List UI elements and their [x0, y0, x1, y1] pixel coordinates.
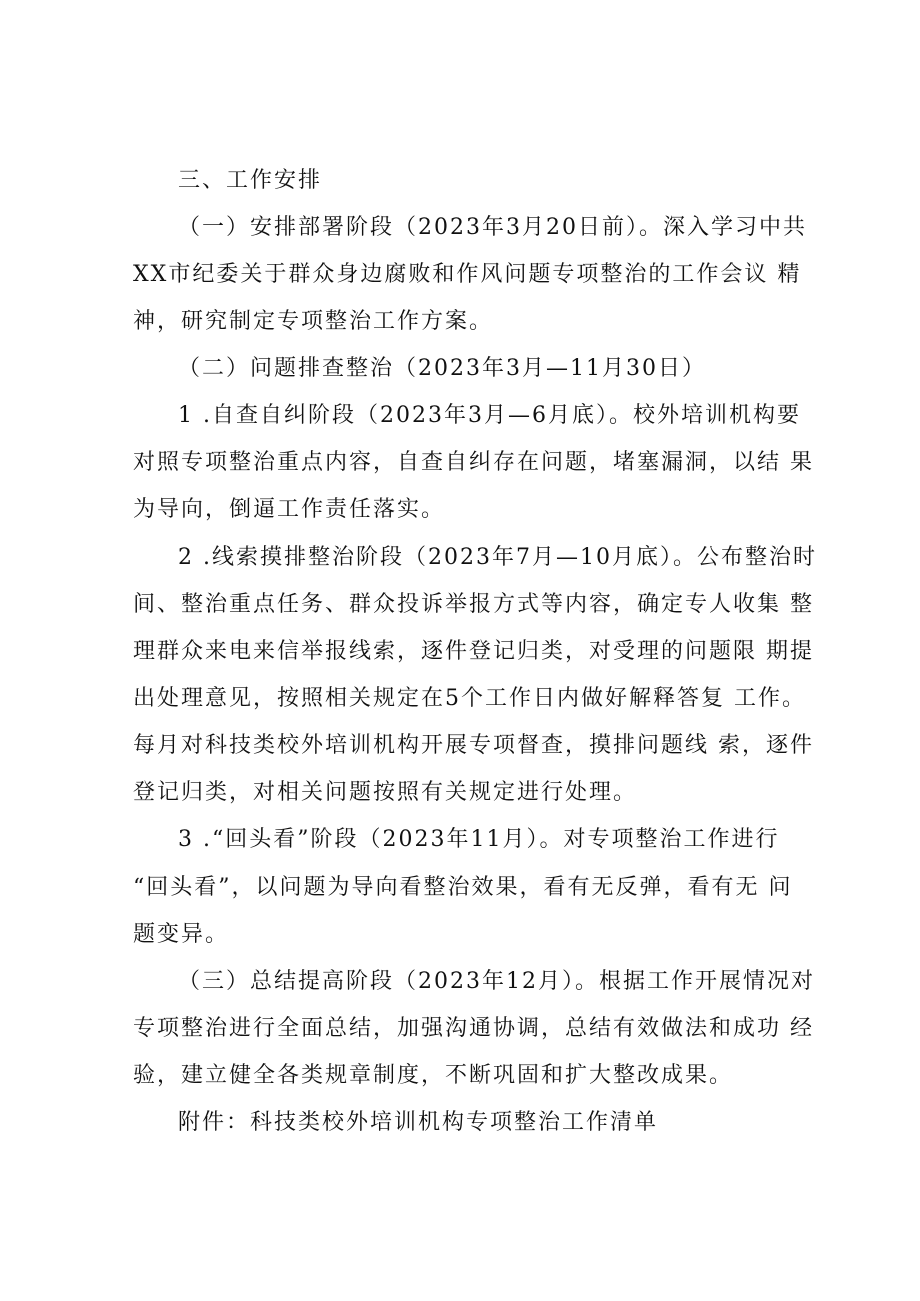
paragraph-line: （三）总结提高阶段（2023年12月）。根据工作开展情况对	[178, 969, 815, 994]
paragraph-line: 为导向，倒逼工作责任落实。	[133, 497, 446, 522]
attachment-line: 附件：科技类校外培训机构专项整治工作清单	[178, 1110, 659, 1135]
paragraph-line: 1 .自查自纠阶段（2023年3月—6月底）。校外培训机构要	[178, 403, 801, 428]
paragraph-line: 间、整治重点任务、群众投诉举报方式等内容，确定专人收集 整	[133, 592, 814, 617]
paragraph-line: 每月对科技类校外培训机构开展专项督查，摸排问题线 索，逐件	[133, 733, 814, 758]
paragraph-line: 2 .线索摸排整治阶段（2023年7月—10月底）。公布整治时	[178, 545, 817, 570]
section-heading: 三、工作安排	[178, 168, 323, 193]
paragraph-line: 出处理意见，按照相关规定在5个工作日内做好解释答复 工作。	[133, 686, 806, 711]
paragraph-line: 登记归类，对相关问题按照有关规定进行处理。	[133, 780, 638, 805]
paragraph-line: XX市纪委关于群众身边腐败和作风问题专项整治的工作会议 精	[133, 262, 802, 287]
paragraph-line: 3 .“回头看”阶段（2023年11月）。对专项整治工作进行	[178, 827, 780, 852]
paragraph-line: 验，建立健全各类规章制度，不断巩固和扩大整改成果。	[133, 1063, 734, 1088]
paragraph-line: （二）问题排查整治（2023年3月—11月30日）	[178, 356, 706, 381]
paragraph-line: （一）安排部署阶段（2023年3月20日前）。深入学习中共	[178, 215, 807, 240]
paragraph-line: 神，研究制定专项整治工作方案。	[133, 309, 494, 334]
paragraph-line: 题变异。	[133, 922, 230, 947]
paragraph-line: “回头看”，以问题为导向看整治效果，看有无反弹，看有无 问	[133, 875, 793, 900]
paragraph-line: 专项整治进行全面总结，加强沟通协调，总结有效做法和成功 经	[133, 1016, 814, 1041]
paragraph-line: 理群众来电来信举报线索，逐件登记归类，对受理的问题限 期提	[133, 639, 814, 664]
paragraph-line: 对照专项整治重点内容，自查自纠存在问题，堵塞漏洞，以结 果	[133, 450, 814, 475]
